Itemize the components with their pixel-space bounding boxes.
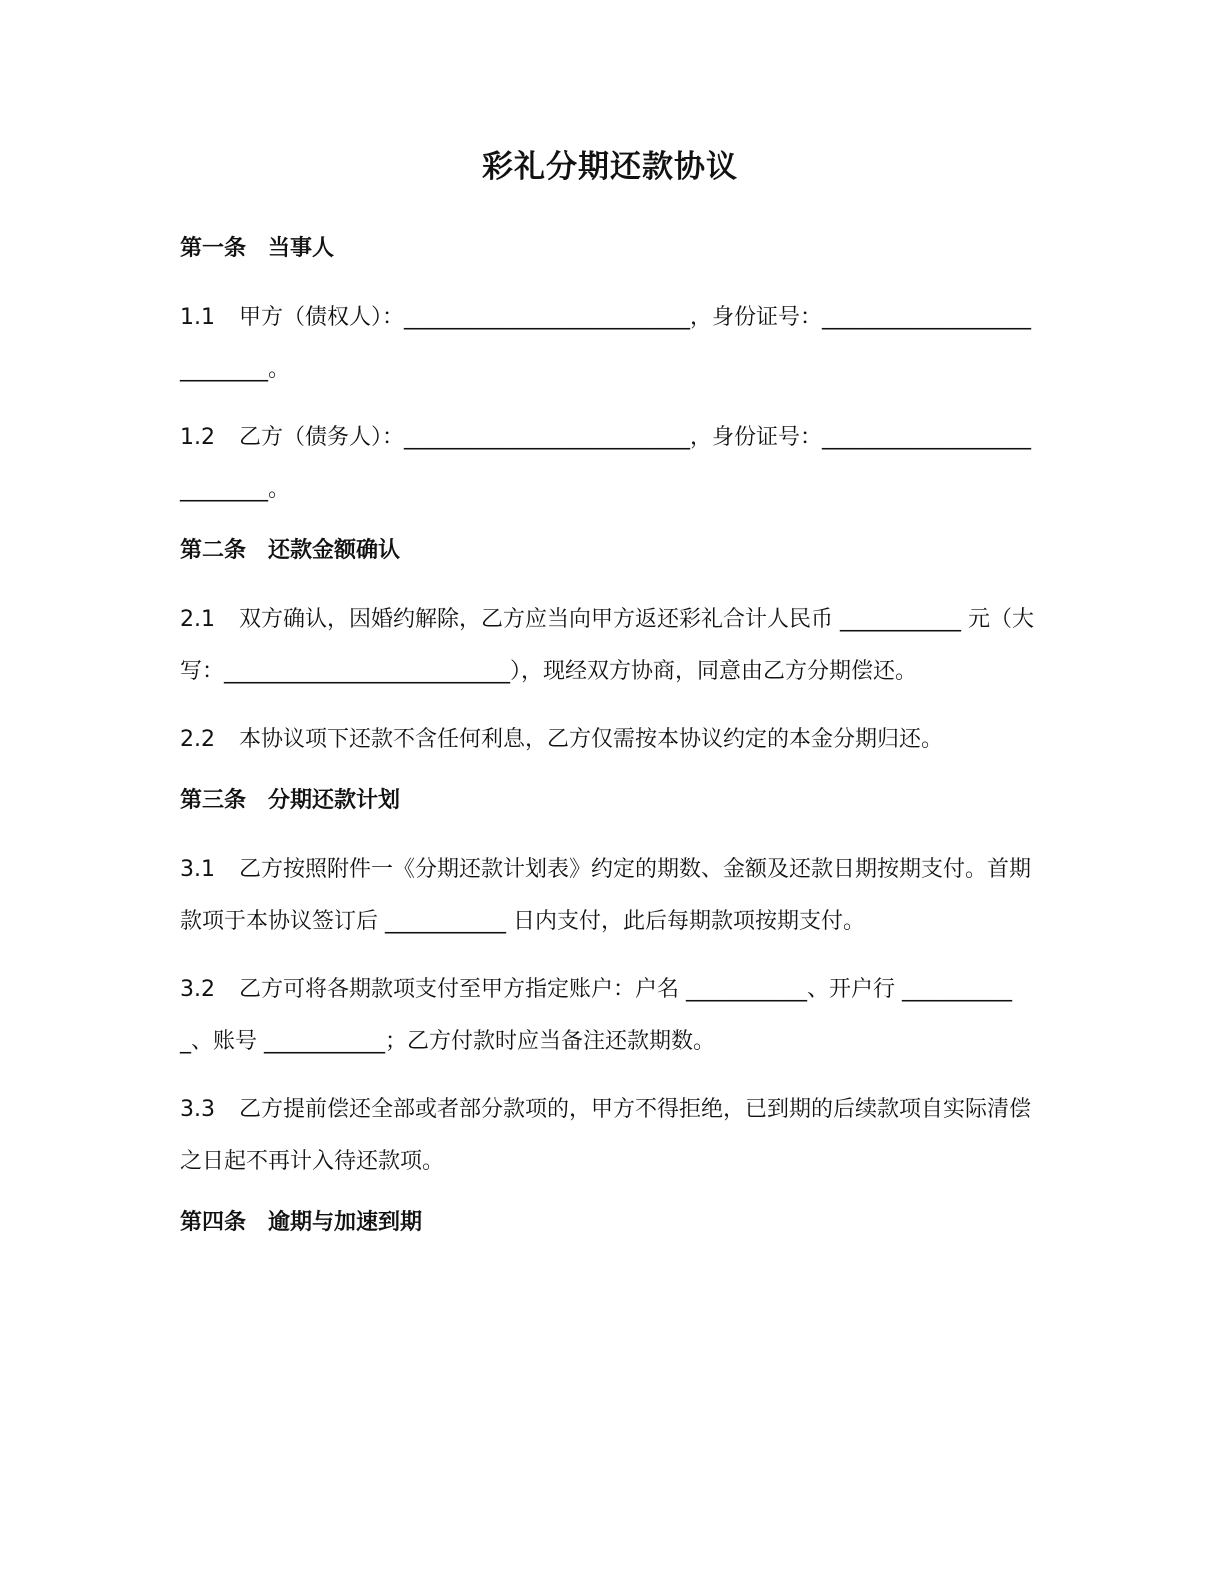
clause-number: 3.2: [180, 977, 215, 1002]
clause-2-1: [180, 594, 1040, 698]
clause-number: 2.1: [180, 607, 215, 632]
clause-number: 1.1: [180, 305, 215, 330]
clause-text: 甲方（债权人）：__________________________，身份证号：___________________________。: [180, 305, 1032, 382]
clause-number: 2.2: [180, 727, 215, 752]
clause-text: 乙方提前偿还全部或者部分款项的，甲方不得拒绝，已到期的后续款项自实际清偿之日起不再计入待还款项。: [180, 1097, 1032, 1174]
document-title: 彩礼分期还款协议: [482, 149, 738, 185]
clause-2-2: [180, 714, 1040, 766]
clause-1-1: [180, 292, 1040, 396]
clause-text: 乙方（债务人）：__________________________，身份证号：___________________________。: [180, 425, 1032, 502]
clause-number: 3.3: [180, 1097, 215, 1122]
clause-number: 1.2: [180, 425, 215, 450]
clause-3-2: [180, 964, 1040, 1068]
clause-text: 双方确认，因婚约解除，乙方应当向甲方返还彩礼合计人民币 ___________ 元（大写：__________________________），现经双方协商，同意由乙方分期偿还。: [180, 607, 1034, 684]
clause-number: 3.1: [180, 857, 215, 882]
clause-text: 本协议项下还款不含任何利息，乙方仅需按本协议约定的本金分期归还。: [239, 727, 944, 752]
section-heading-3: 第三条 分期还款计划: [180, 788, 401, 813]
section-heading-2: 第二条 还款金额确认: [180, 538, 401, 563]
clause-text: 乙方可将各期款项支付至甲方指定账户：户名 ___________、开户行 ___________、账号 ___________；乙方付款时应当备注还款期数。: [180, 977, 1012, 1054]
clause-3-1: [180, 844, 1040, 948]
section-heading-1: 第一条 当事人: [180, 236, 335, 261]
clause-1-2: [180, 412, 1040, 516]
clause-3-3: [180, 1084, 1040, 1188]
section-heading-4: 第四条 逾期与加速到期: [180, 1210, 423, 1235]
document-content: [180, 140, 1040, 1266]
clause-text: 乙方按照附件一《分期还款计划表》约定的期数、金额及还款日期按期支付。首期款项于本协议签订后 ___________ 日内支付，此后每期款项按期支付。: [180, 857, 1032, 934]
